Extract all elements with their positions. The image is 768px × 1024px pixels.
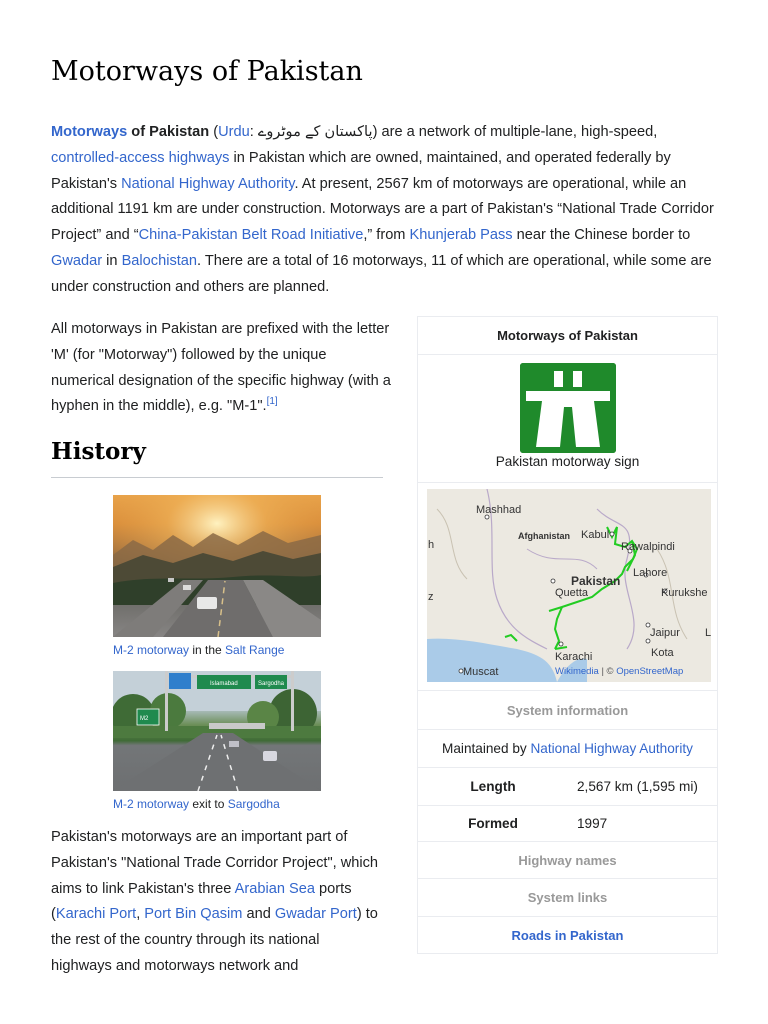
map-label-jaipur: Jaipur xyxy=(650,627,680,639)
map-label-afghanistan: Afghanistan xyxy=(518,531,571,541)
prefix-paragraph xyxy=(51,317,393,420)
map-label-mashhad: Mashhad xyxy=(476,504,522,516)
roads-in-pakistan-link[interactable]: Roads in Pakistan xyxy=(511,928,624,943)
attrib-sep: | © xyxy=(598,666,617,677)
sargodha-exit-illustration xyxy=(113,671,321,791)
salt-range-illustration xyxy=(113,495,321,637)
para3-text-2: ports ( xyxy=(51,880,352,923)
sign-caption: Pakistan motorway sign xyxy=(495,454,640,469)
map-label-kurukshe: Kurukshe xyxy=(661,587,708,599)
formed-value: 1997 xyxy=(577,816,608,831)
prefix-text: All motorways in Pakistan are prefixed with the letter 'M' (for "Motorway") followed by the unique numerical designation of the specific highway (with a hyphen in the middle), e.g. "M-1". xyxy=(51,321,391,415)
openstreetmap-link[interactable]: OpenStreetMap xyxy=(616,666,684,677)
controlled-access-link[interactable]: controlled-access highways xyxy=(51,149,230,166)
history-heading: History xyxy=(51,438,383,478)
figure-sargodha xyxy=(113,671,321,811)
cpec-link[interactable]: China-Pakistan Belt Road Initiative xyxy=(138,227,364,244)
infobox xyxy=(417,316,718,954)
roads-in-pakistan-row xyxy=(418,917,717,954)
infobox-map-row xyxy=(418,483,717,691)
open-paren: ( xyxy=(209,124,219,140)
infobox-title: Motorways of Pakistan xyxy=(418,317,717,355)
map-label-quetta: Quetta xyxy=(555,587,589,599)
motorway-sign-icon[interactable] xyxy=(520,363,616,453)
motorways-link[interactable]: Motorways xyxy=(51,124,128,140)
urdu-link[interactable]: Urdu xyxy=(218,124,250,140)
intro-text-4: ,” from xyxy=(363,227,410,244)
gwadar-link[interactable]: Gwadar xyxy=(51,252,103,269)
map-label-karachi: Karachi xyxy=(555,651,593,663)
karachi-port-link[interactable]: Karachi Port xyxy=(55,906,137,923)
urdu-text: : پاکستان کے موٹروے xyxy=(249,124,373,140)
para3-comma: , xyxy=(136,906,145,923)
arabian-sea-link[interactable]: Arabian Sea xyxy=(234,880,315,897)
map-label-kota: Kota xyxy=(651,647,674,659)
intro-text-1: ) are a network of multiple-lane, high-speed, xyxy=(372,124,658,140)
map-label-kabul: Kabul xyxy=(581,529,610,541)
figure-salt-range xyxy=(113,495,321,657)
intro-text-2: in Pakistan which are owned, maintained, and operated federally by Pakistan's xyxy=(51,149,671,192)
of-pakistan-bold: of Pakistan xyxy=(127,124,210,140)
sign-text-islamabad: Islamabad xyxy=(210,681,238,687)
system-links-header[interactable]: System links xyxy=(418,879,717,917)
map-label-lahore: Lahore xyxy=(633,567,668,579)
nha-link[interactable]: National Highway Authority xyxy=(121,175,295,192)
pakistan-map[interactable] xyxy=(427,489,711,682)
length-value: 2,567 km (1,595 mi) xyxy=(577,779,698,794)
sign-text-m2: M2 xyxy=(140,716,149,722)
gwadar-port-link[interactable]: Gwadar Port xyxy=(274,906,357,923)
intro-text-3: . At present, 2567 km of motorways are operational, while an additional 1191 km are under construction. Motorways are a part of Pakistan's “National Trade Corridor Project” and “ xyxy=(51,175,714,244)
caption-text: in the xyxy=(189,643,226,657)
length-key: Length xyxy=(470,779,516,794)
trade-corridor-paragraph xyxy=(51,825,383,980)
intro-text-6: in xyxy=(102,252,122,269)
map-label-pakistan: Pakistan xyxy=(571,574,621,588)
intro-paragraph xyxy=(51,120,719,301)
sargodha-link[interactable]: Sargodha xyxy=(227,797,280,811)
maintained-by-label: Maintained by xyxy=(442,741,531,756)
salt-range-link[interactable]: Salt Range xyxy=(225,643,285,657)
khunjerab-link[interactable]: Khunjerab Pass xyxy=(409,227,513,244)
m2-motorway-link[interactable]: M-2 motorway xyxy=(113,643,190,657)
para3-text-1: Pakistan's motorways are an important part of Pakistan's "National Trade Corridor Project", which aims to link Pakistan's three xyxy=(51,829,379,897)
map-label-rawalpindi: Rawalpindi xyxy=(621,541,675,553)
maintained-by-row xyxy=(418,730,717,768)
highway-names-header[interactable]: Highway names xyxy=(418,842,717,879)
formed-key: Formed xyxy=(468,816,518,831)
intro-text-7: . There are a total of 16 motorways, 11 of which are operational, while some are under construction and others are planned. xyxy=(51,252,712,295)
sargodha-exit-photo[interactable] xyxy=(113,671,321,791)
intro-text-5: near the Chinese border to xyxy=(512,227,691,244)
map-label-h: h xyxy=(428,539,435,551)
m2-motorway-link-2[interactable]: M-2 motorway xyxy=(113,797,190,811)
sign-text-sargodha: Sargodha xyxy=(258,681,285,687)
figure-salt-range-caption xyxy=(113,643,321,657)
length-row xyxy=(418,768,717,806)
map-label-muscat: Muscat xyxy=(463,666,499,678)
map-label-z: z xyxy=(428,591,434,603)
maintainer-link[interactable]: National Highway Authority xyxy=(530,741,693,756)
reference-link[interactable]: [1] xyxy=(266,396,278,408)
figure-sargodha-caption xyxy=(113,797,321,811)
caption-text-2: exit to xyxy=(189,797,228,811)
salt-range-photo[interactable] xyxy=(113,495,321,637)
system-information-header[interactable]: System information xyxy=(418,691,717,730)
infobox-sign-row xyxy=(418,355,717,483)
formed-row xyxy=(418,806,717,842)
wikimedia-link[interactable]: Wikimedia xyxy=(555,666,599,677)
page-title: Motorways of Pakistan xyxy=(51,56,363,87)
balochistan-link[interactable]: Balochistan xyxy=(121,252,198,269)
para3-and: and xyxy=(242,906,275,923)
map-label-l: L xyxy=(705,627,711,639)
port-bin-qasim-link[interactable]: Port Bin Qasim xyxy=(144,906,243,923)
para3-text-3: ) to the rest of the country through its national highways and motorways network and xyxy=(51,906,378,974)
map-attribution xyxy=(555,666,683,677)
